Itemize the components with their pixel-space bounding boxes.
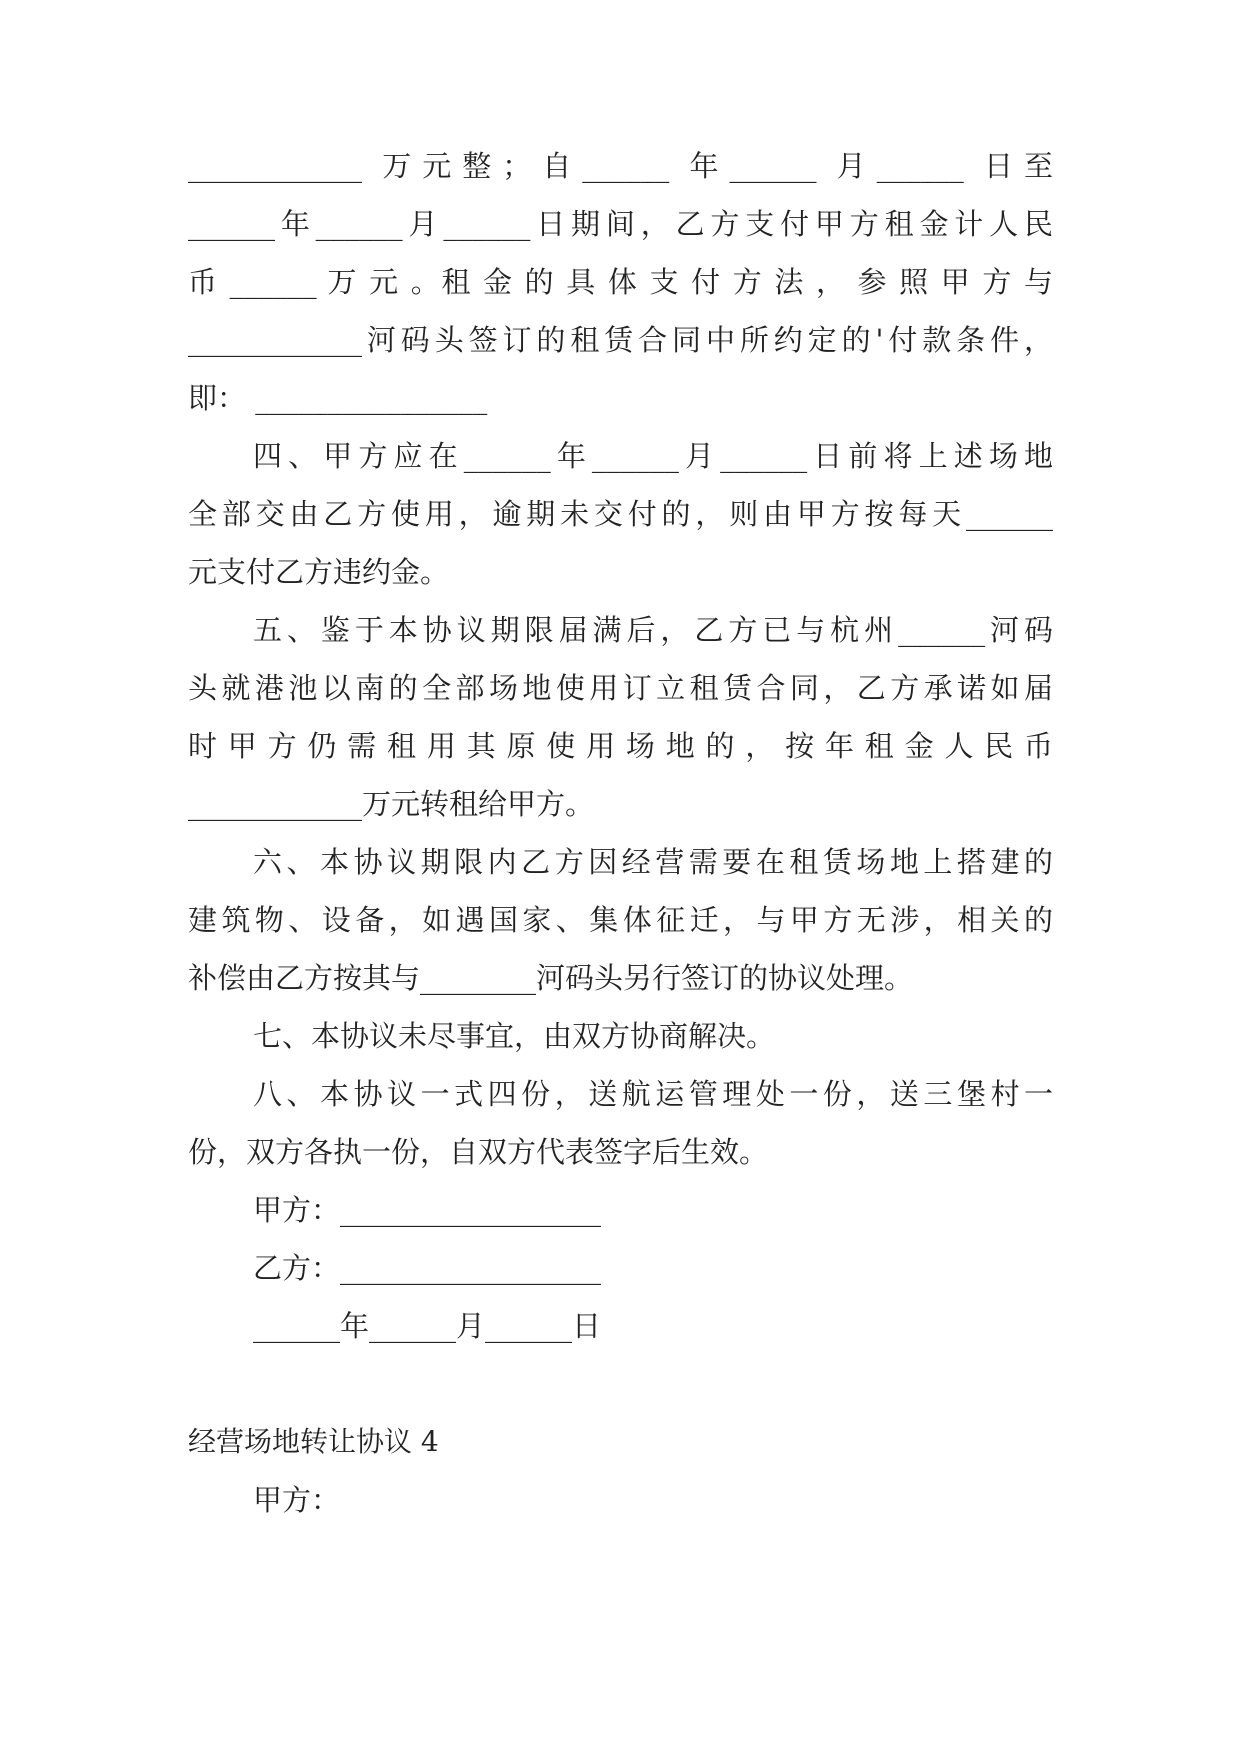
clause-six-line-1: 六、本协议期限内乙方因经营需要在租赁场地上搭建的 <box>253 845 1053 879</box>
party-b-signature: 乙方：__________________ <box>253 1251 602 1285</box>
text-line-2: ______年______月______日期间，乙方支付甲方租金计人民 <box>188 207 1053 241</box>
text-line-1: ____________ 万元整；自______ 年______ 月______ 日至 <box>188 149 1053 183</box>
clause-four-line-1: 四、甲方应在______年______月______日前将上述场地 <box>253 439 1053 473</box>
text-line-5: 即： ________________ <box>188 381 488 415</box>
clause-eight-line-1: 八、本协议一式四份，送航运管理处一份，送三堡村一 <box>253 1077 1053 1111</box>
party-a-label: 甲方： <box>253 1483 341 1517</box>
clause-four-line-3: 元支付乙方违约金。 <box>188 555 450 589</box>
signing-date: ______年______月______日 <box>253 1309 602 1343</box>
clause-eight-line-2: 份，双方各执一份，自双方代表签字后生效。 <box>188 1135 769 1169</box>
text-line-3: 币 ______ 万 元 。租 金 的 具 体 支 付 方 法 ， 参 照 甲 方 与 <box>188 265 1053 299</box>
text-line-4: ____________河码头签订的租赁合同中所约定的'付款条件， <box>188 323 1053 357</box>
clause-five-line-3: 时 甲 方 仍 需 租 用 其 原 使 用 场 地 的 ， 按 年 租 金 人 民 币 <box>188 729 1053 763</box>
party-a-signature: 甲方：__________________ <box>253 1193 602 1227</box>
clause-five-line-4: ____________万元转租给甲方。 <box>188 787 595 821</box>
clause-seven-line: 七、本协议未尽事宜，由双方协商解决。 <box>253 1019 776 1053</box>
clause-six-line-3: 补偿由乙方按其与________河码头另行签订的协议处理。 <box>188 961 914 995</box>
clause-four-line-2: 全部交由乙方使用，逾期未交付的，则由甲方按每天______ <box>188 497 1053 531</box>
section-title: 经营场地转让协议 4 <box>188 1425 439 1458</box>
clause-six-line-2: 建筑物、设备，如遇国家、集体征迁，与甲方无涉，相关的 <box>188 903 1053 937</box>
clause-five-line-1: 五、鉴于本协议期限届满后，乙方已与杭州______河码 <box>253 613 1053 647</box>
clause-five-line-2: 头就港池以南的全部场地使用订立租赁合同，乙方承诺如届 <box>188 671 1053 705</box>
